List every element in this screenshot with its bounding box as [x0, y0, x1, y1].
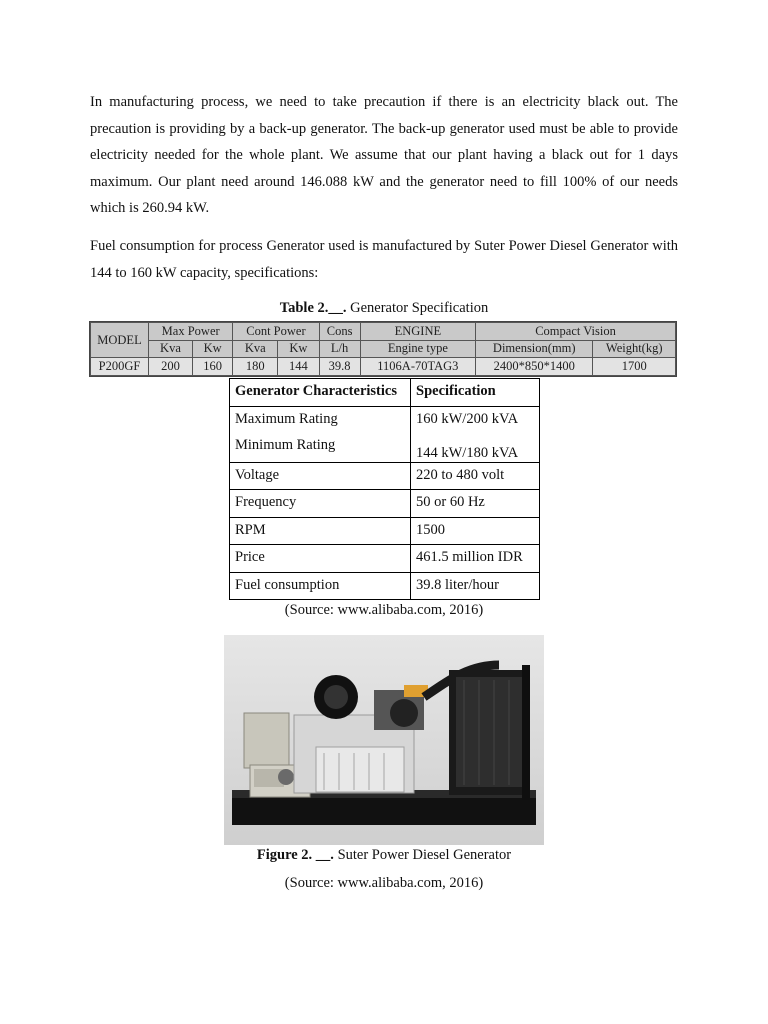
alternator-hub [278, 769, 294, 785]
generator-illustration [224, 635, 544, 845]
base-frame [232, 795, 536, 825]
row-name: Fuel consumption [230, 572, 411, 600]
spec-sub-kw: Kw [278, 340, 319, 358]
figure-caption [0, 847, 768, 864]
row-value: 461.5 million IDR [411, 545, 540, 573]
spec-header-model: MODEL [91, 323, 149, 358]
table-row [230, 490, 540, 518]
spec-cell: 200 [149, 358, 193, 376]
table-header-row [230, 379, 540, 407]
spec-cell: 1106A-70TAG3 [360, 358, 475, 376]
table-row [230, 406, 540, 462]
generator-photo [224, 635, 544, 845]
spec-header-max-power: Max Power [149, 323, 233, 341]
table-row [230, 462, 540, 490]
header-characteristics: Generator Characteristics [230, 379, 411, 407]
spec-sub-engine-type: Engine type [360, 340, 475, 358]
spec-sub-kva: Kva [233, 340, 278, 358]
air-filter-cap [324, 685, 348, 709]
alternator-box [244, 713, 289, 768]
spec-cell: 144 [278, 358, 319, 376]
spec-sub-dimension: Dimension(mm) [476, 340, 593, 358]
radiator-frame [522, 665, 530, 800]
row-name: Frequency [230, 490, 411, 518]
characteristics-table [229, 378, 540, 600]
spec-sub-kva: Kva [149, 340, 193, 358]
spec-cell: P200GF [91, 358, 149, 376]
figure-source: (Source: www.alibaba.com, 2016) [284, 875, 484, 891]
intro-paragraph: In manufacturing process, we need to take precaution if there is an electricity black out. The precaution is providing by a back-up generator. The back-up generator used must be able to provide electricity needed for the whole plant. We assume that our plant having a black out for 1 days maximum. Our plant need around 146.088 kW and the generator need to fill 100% of our needs which is 260.94 kW. [90, 94, 678, 216]
spec-cell: 160 [192, 358, 232, 376]
row-value: 220 to 480 volt [411, 462, 540, 490]
rating-values-cell [411, 406, 540, 462]
table-caption-text: Generator Specification [346, 300, 489, 316]
table-caption [0, 300, 768, 317]
radiator-core [456, 677, 522, 787]
table-source: (Source: www.alibaba.com, 2016) [284, 602, 484, 618]
figure-caption-text: Suter Power Diesel Generator [333, 847, 512, 863]
spec-sub-kw: Kw [192, 340, 232, 358]
header-specification: Specification [411, 379, 540, 407]
min-rating-label: Minimum Rating [235, 436, 336, 453]
spec-header-cont-power: Cont Power [233, 323, 319, 341]
spec-header-cons: Cons [319, 323, 360, 341]
spec-cell: 39.8 [319, 358, 360, 376]
row-value: 1500 [411, 517, 540, 545]
spec-cell: 1700 [593, 358, 676, 376]
table-row [230, 517, 540, 545]
row-value: 50 or 60 Hz [411, 490, 540, 518]
fuel-paragraph: Fuel consumption for process Generator used is manufactured by Suter Power Diesel Generator with 144 to 160 kW capacity, specifications: [90, 238, 678, 281]
spec-header-engine: ENGINE [360, 323, 475, 341]
rating-labels-cell [230, 406, 411, 462]
spec-cell: 180 [233, 358, 278, 376]
max-rating-label: Maximum Rating [235, 410, 338, 427]
spec-table-image [89, 321, 677, 377]
row-value: 39.8 liter/hour [411, 572, 540, 600]
spec-header-compact-vision: Compact Vision [476, 323, 676, 341]
table-row [230, 545, 540, 573]
min-rating-value: 144 kW/180 kVA [416, 444, 519, 461]
spec-sub-weight: Weight(kg) [593, 340, 676, 358]
spec-cell: 2400*850*1400 [476, 358, 593, 376]
engine-lower [316, 747, 404, 792]
table-caption-label: Table 2.__. [279, 300, 347, 316]
max-rating-value: 160 kW/200 kVA [416, 410, 519, 427]
spec-sub-lh: L/h [319, 340, 360, 358]
table-row [230, 572, 540, 600]
figure-caption-label: Figure 2. __. [256, 847, 334, 863]
row-name: Voltage [230, 462, 411, 490]
turbo [390, 699, 418, 727]
row-name: Price [230, 545, 411, 573]
row-name: RPM [230, 517, 411, 545]
